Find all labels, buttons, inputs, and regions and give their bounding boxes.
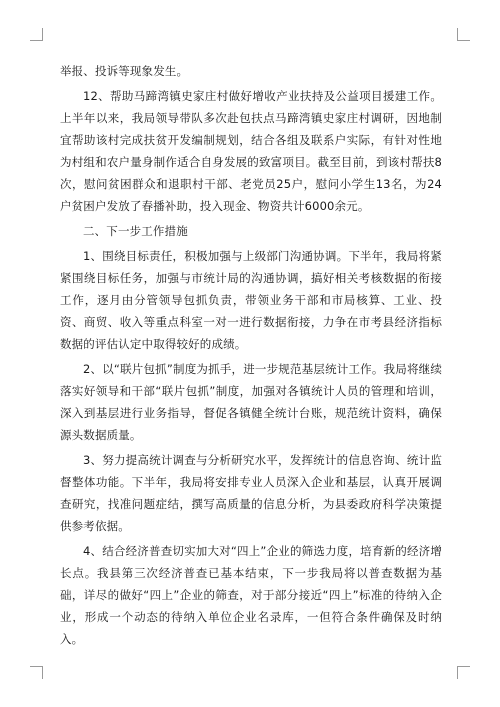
crop-mark-top-left xyxy=(30,28,43,41)
document-body xyxy=(60,60,442,650)
paragraph-measure-1: 1、围绕目标责任，积极加强与上级部门沟通协调。下半年，我局将紧紧围绕目标任务，加强与市统计局的沟通协调，搞好相关考核数据的衔接工作，逐月由分管领导包抓负责，带领业务干部和市局核算、工业、投资、商贸、收入等重点科室一对一进行数据衔接，力争在市考县经济指标数据的评估认定中取得较好的成绩。 xyxy=(60,249,442,351)
paragraph-measure-3: 3、努力提高统计调查与分析研究水平，发挥统计的信息咨询、统计监督整体功能。下半年，我局将安排专业人员深入企业和基层，认真开展调查研究，找准问题症结，撰写高质量的信息分析，为县委政府科学决策提供参考依据。 xyxy=(60,453,442,533)
section-heading-next-steps: 二、下一步工作措施 xyxy=(83,224,188,238)
paragraph-measure-2: 2、以“联片包抓”制度为抓手，进一步规范基层统计工作。我局将继续落实好领导和干部“联片包抓”制度，加强对各镇统计人员的管理和培训，深入到基层进行业务指导，督促各镇健全统计台账，规范统计资料，确保源头数据质量。 xyxy=(60,362,442,442)
paragraph-continuation: 举报、投诉等现象发生。 xyxy=(60,64,189,78)
crop-mark-bottom-right xyxy=(457,666,470,679)
crop-mark-top-right xyxy=(457,28,470,41)
paragraph-item-12: 12、帮助马蹄湾镇史家庄村做好增收产业扶持及公益项目援建工作。上半年以来，我局领导带队多次赴包扶点马蹄湾镇史家庄村调研，因地制宜帮助该村完成扶贫开发编制规划，结合各组及联系户实际，有针对性地为村组和农户量身制作适合自身发展的致富项目。截至目前，到该村帮扶8次，慰问贫困群众和退职村干部、老党员25户，慰问小学生13名，为24户贫困户发放了春播补助，投入现金、物资共计6000余元。 xyxy=(60,89,442,213)
crop-mark-bottom-left xyxy=(30,666,43,679)
paragraph-measure-4: 4、结合经济普查切实加大对“四上”企业的筛选力度，培育新的经济增长点。我县第三次经济普查已基本结束，下一步我局将以普查数据为基础，详尽的做好“四上”企业的筛查，对于部分接近“四上”标准的待纳入企业，形成一个动态的待纳入单位企业名录库，一但符合条件确保及时纳入。 xyxy=(60,544,442,646)
